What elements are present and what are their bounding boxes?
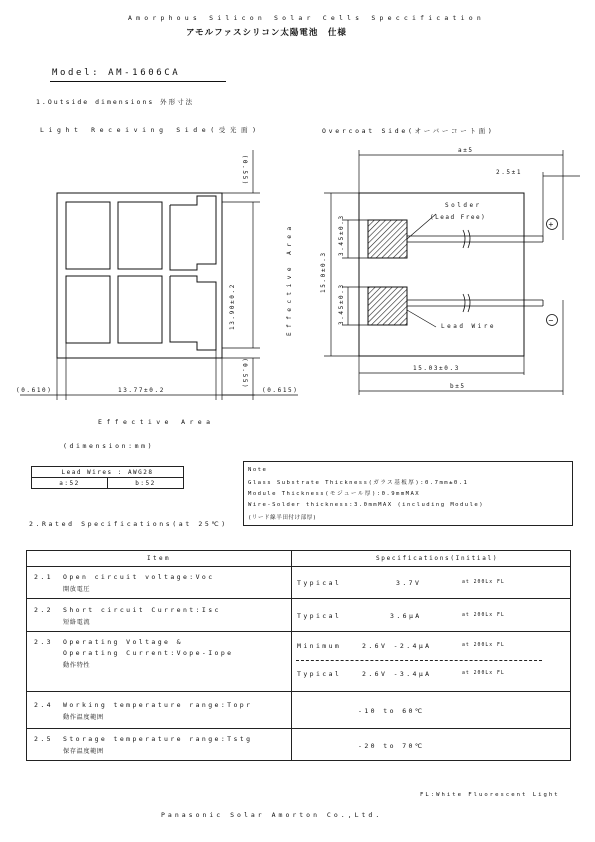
lead-wires-table <box>31 466 184 489</box>
note-line-1: Glass Substrate Thickness(ガラス基板厚):0.7mm±0.1 <box>248 480 469 486</box>
row-number: 2.5 <box>34 735 53 743</box>
row-number: 2.1 <box>34 573 53 581</box>
row-item-name-2: Operating Current:Vope-Iope <box>63 649 234 657</box>
document-title: Amorphous Silicon Solar Cells Speccification <box>128 14 485 22</box>
model-number: Model: AM-1606CA <box>52 68 181 78</box>
solder-label: Solder <box>445 202 482 209</box>
row-spec-label: Typical <box>297 612 342 620</box>
row-divider <box>296 660 542 661</box>
row-spec-condition: at 200Lx FL <box>462 613 505 618</box>
col-spec-header: Specifications(Initial) <box>376 555 499 562</box>
dim-width-right: 15.03±0.3 <box>413 365 460 372</box>
note-line-3: Wire-Solder thickness:3.0mmMAX (including Module) <box>248 502 485 508</box>
dim-top-right: (0.55) <box>241 154 248 186</box>
minus-symbol: − <box>548 316 554 325</box>
row-item-name: Short circuit Current:Isc <box>63 606 221 614</box>
row-spec-value: 3.6μA <box>390 612 422 620</box>
row-number: 2.2 <box>34 606 53 614</box>
spec-row <box>27 729 571 761</box>
row-spec-condition: at 200Lx FL <box>462 580 505 585</box>
row-item-jp: 開放電圧 <box>63 586 91 593</box>
lead-wire-a: a:52 <box>32 478 108 489</box>
row-item-name: Open circuit voltage:Voc <box>63 573 215 581</box>
row-spec-label: Minimum <box>297 642 342 650</box>
document-title-jp: アモルファスシリコン太陽電池 仕様 <box>186 28 347 38</box>
company-name: Panasonic Solar Amorton Co.,Ltd. <box>161 811 383 819</box>
dim-height-right: 15.0±0.3 <box>320 251 327 293</box>
spec-row <box>27 632 571 692</box>
dim-height-left: 13.90±0.2 <box>229 283 236 330</box>
lead-free-label: (Lead Free) <box>430 214 487 221</box>
note-box <box>243 461 573 526</box>
lead-wire-label: Lead Wire <box>441 323 497 330</box>
section2-heading: 2.Rated Specifications(at 25℃) <box>29 520 228 528</box>
note-line-2: Module Thickness(モジュール厚):0.9mmMAX <box>248 491 421 497</box>
row-item-name: Operating Voltage & <box>63 638 183 646</box>
note-line-4: (リード線半田付け部厚) <box>248 515 317 521</box>
dim-pad-bottom: 3.45±0.3 <box>338 283 345 325</box>
row-item-jp: 動作特性 <box>63 662 91 669</box>
row-spec-label: Typical <box>297 579 342 587</box>
note-title: Note <box>248 467 268 473</box>
row-number: 2.4 <box>34 701 53 709</box>
dim-b: b±5 <box>450 383 466 390</box>
overcoat-drawing <box>320 147 580 395</box>
fl-note: FL:White Fluorescent Light <box>420 792 560 798</box>
row-item-jp: 保存温度範囲 <box>63 748 104 755</box>
plus-symbol: + <box>548 220 554 229</box>
row-spec-value: 2.6V -2.4μA <box>362 642 432 650</box>
row-spec-value-2: 2.6V -3.4μA <box>362 670 432 678</box>
specifications-table <box>26 550 571 761</box>
dim-bottom-right: (0.55) <box>241 358 248 390</box>
section1-heading: 1.Outside dimensions 外形寸法 <box>36 98 195 106</box>
row-number: 2.3 <box>34 638 53 646</box>
dim-width-left: 13.77±0.2 <box>118 387 165 394</box>
dim-a: a±5 <box>458 147 474 154</box>
dim-pad-top: 3.45±0.3 <box>338 214 345 256</box>
row-item-name: Working temperature range:Topr <box>63 701 253 709</box>
row-item-jp: 短絡電流 <box>63 619 91 626</box>
row-spec-value: -10 to 60℃ <box>358 707 425 715</box>
overcoat-side-label: Overcoat Side(オーバーコート面) <box>322 127 495 135</box>
dim-left: (0.610) <box>16 387 53 394</box>
light-receiving-side-label: Light Receiving Side(受光面) <box>40 126 261 134</box>
lead-wires-header: Lead Wires : AWG28 <box>32 467 184 478</box>
dim-lead-end: 2.5±1 <box>496 169 523 176</box>
spec-row <box>27 599 571 632</box>
col-item-header: Item <box>147 555 172 562</box>
effective-area-label: Effective Area <box>98 418 215 426</box>
row-item-jp: 動作温度範囲 <box>63 714 104 721</box>
row-spec-value: -20 to 70℃ <box>358 742 425 750</box>
row-item-name: Storage temperature range:Tstg <box>63 735 253 743</box>
effective-area-vertical: Effective Area <box>286 222 293 336</box>
dim-right: (0.615) <box>262 387 299 394</box>
light-receiving-drawing <box>16 150 299 400</box>
row-spec-label-2: Typical <box>297 670 342 678</box>
spec-row <box>27 567 571 599</box>
row-spec-value: 3.7V <box>396 579 422 587</box>
row-spec-condition: at 200Lx FL <box>462 643 505 648</box>
lead-wire-b: b:52 <box>108 478 184 489</box>
dimension-unit-label: (dimension:mm) <box>63 442 155 450</box>
row-spec-condition-2: at 200Lx FL <box>462 671 505 676</box>
spec-row <box>27 692 571 729</box>
